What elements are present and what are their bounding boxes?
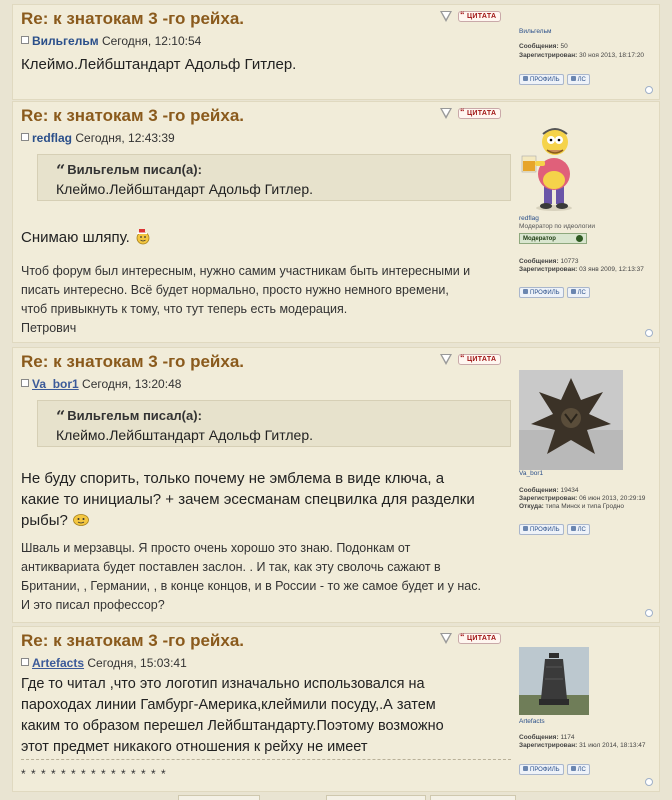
quote-button[interactable]: “ ЦИТАТА [458,354,501,365]
back-to-top-icon[interactable] [645,778,653,786]
post-2 [12,101,660,343]
post-title[interactable]: Re: к знатокам 3 -го рейха. [21,106,244,125]
user-icon [523,766,528,771]
post-signature: Чтоб форум был интересным, нужно самим участникам быть интересными и писать интересно. Всё будет нормально, просто нужно немного времени, чтоб привыкнуть к тому, что тут теперь есть модерация. Петрович [21,264,471,335]
post-text: Где то читал ,что это логотип изначально использовался на пароходах линии Гамбург-Америка,клеймили посуду,.А затем каким то образом перешел Лейбштандарту.Поэтому возможно этот предмет никакого отношения к рейху не имеет [21,676,444,755]
profile-buttons [519,68,593,86]
bottom-control[interactable] [326,795,426,800]
quote-text: Клеймо.Лейбштандарт Адольф Гитлер. [56,181,313,197]
profile-registered: Зарегистрирован: 06 июн 2013, 20:29:19 [519,495,646,502]
quote-mark-icon: “ [56,161,66,180]
quote-mark-icon: “ [56,407,66,426]
post-title[interactable]: Re: к знатокам 3 -го рейха. [21,9,244,28]
profile-rank: Модератор по идеологии [519,223,595,230]
back-to-top-icon[interactable] [645,609,653,617]
profile-messages: Сообщения: 1174 [519,734,575,741]
quote-button[interactable]: “ ЦИТАТА [458,633,501,644]
profile-registered: Зарегистрирован: 03 янв 2009, 12:13:37 [519,266,644,273]
post-text: Не буду спорить, только почему не эмблема в виде ключа, а какие то инициалы? + зачем эсесманам спецвилка для разделки рыбы? [21,470,475,529]
profile-messages: Сообщения: 19434 [519,487,579,494]
post-title[interactable]: Re: к знатокам 3 -го рейха. [21,352,244,371]
post-3 [12,347,660,623]
signature-separator [21,759,511,760]
post-actions [440,633,501,651]
profile-registered: Зарегистрирован: 31 июл 2014, 18:13:47 [519,742,646,749]
profile-buttons [519,758,593,776]
avatar [519,120,589,212]
post-1 [12,4,660,100]
profile-location: Откуда: типа Минск и типа Гродно [519,503,624,510]
post-icon [21,36,29,44]
profile-button[interactable]: ПРОФИЛЬ [519,524,564,535]
shield-icon [576,235,583,242]
profile-registered: Зарегистрирован: 30 ноя 2013, 18:17:20 [519,52,645,59]
quote-button[interactable]: “ ЦИТАТА [458,11,501,22]
post-author[interactable]: Artefacts [32,656,85,670]
post-actions [440,108,501,126]
avatar [519,370,623,470]
profile-username[interactable]: Va_bor1 [519,470,544,477]
profile-username[interactable]: Вильгельм [519,28,552,35]
post-title[interactable]: Re: к знатокам 3 -го рейха. [21,631,244,650]
bottom-control[interactable] [430,795,516,800]
smiley-icon [72,511,90,527]
profile-messages: Сообщения: 50 [519,43,568,50]
moderator-badge: Модератор [519,233,587,244]
post-meta [21,34,201,48]
hat-smiley-icon [134,227,152,245]
post-signature: * * * * * * * * * * * * * * * [21,767,167,781]
report-icon[interactable] [440,108,452,119]
report-icon[interactable] [440,11,452,22]
pm-button[interactable]: ЛС [567,74,590,85]
quote-author: “ Вильгельм писал(а): [56,161,202,180]
post-author[interactable]: Вильгельм [32,34,99,48]
back-to-top-icon[interactable] [645,329,653,337]
bottom-control[interactable] [178,795,260,800]
profile-buttons [519,518,593,536]
quote-text: Клеймо.Лейбштандарт Адольф Гитлер. [56,427,313,443]
pm-button[interactable]: ЛС [567,524,590,535]
post-time: Сегодня, 13:20:48 [82,377,182,391]
post-time: Сегодня, 12:43:39 [75,131,175,145]
post-icon [21,379,29,387]
post-4 [12,626,660,792]
post-text: Снимаю шляпу. [21,227,152,248]
post-text: Клеймо.Лейбштандарт Адольф Гитлер. [21,56,297,73]
quote-button[interactable]: “ ЦИТАТА [458,108,501,119]
post-author[interactable]: Va_bor1 [32,377,79,391]
post-actions [440,354,501,372]
back-to-top-icon[interactable] [645,86,653,94]
user-icon [523,526,528,531]
profile-username[interactable]: Artefacts [519,718,545,725]
quote-block [37,400,511,447]
quote-block [37,154,511,201]
post-meta [21,377,181,391]
profile-username[interactable]: redflag [519,215,539,222]
report-icon[interactable] [440,354,452,365]
user-icon [523,76,528,81]
post-icon [21,133,29,141]
profile-button[interactable]: ПРОФИЛЬ [519,74,564,85]
user-icon [523,289,528,294]
post-actions [440,11,501,29]
post-icon [21,658,29,666]
user-icon [571,766,576,771]
post-meta [21,131,175,145]
profile-button[interactable]: ПРОФИЛЬ [519,287,564,298]
pm-button[interactable]: ЛС [567,764,590,775]
bottom-controls [0,795,672,800]
report-icon[interactable] [440,633,452,644]
user-icon [571,76,576,81]
user-icon [571,526,576,531]
post-meta [21,656,187,670]
post-time: Сегодня, 15:03:41 [87,656,187,670]
pm-button[interactable]: ЛС [567,287,590,298]
post-time: Сегодня, 12:10:54 [101,34,202,48]
profile-button[interactable]: ПРОФИЛЬ [519,764,564,775]
profile-messages: Сообщения: 10773 [519,258,579,265]
quote-author: “ Вильгельм писал(а): [56,407,202,426]
post-signature: Шваль и мерзавцы. Я просто очень хорошо это знаю. Подонкам от антиквариата будет поставлен заслон. . И так, как эту сволочь сажают в Британии, , Германии, , в конце концов, и в России - то же самое будет и у нас. И это писал профессор? [21,541,481,612]
profile-buttons [519,281,593,299]
post-author[interactable]: redflag [32,131,73,145]
avatar [519,647,589,715]
user-icon [571,289,576,294]
